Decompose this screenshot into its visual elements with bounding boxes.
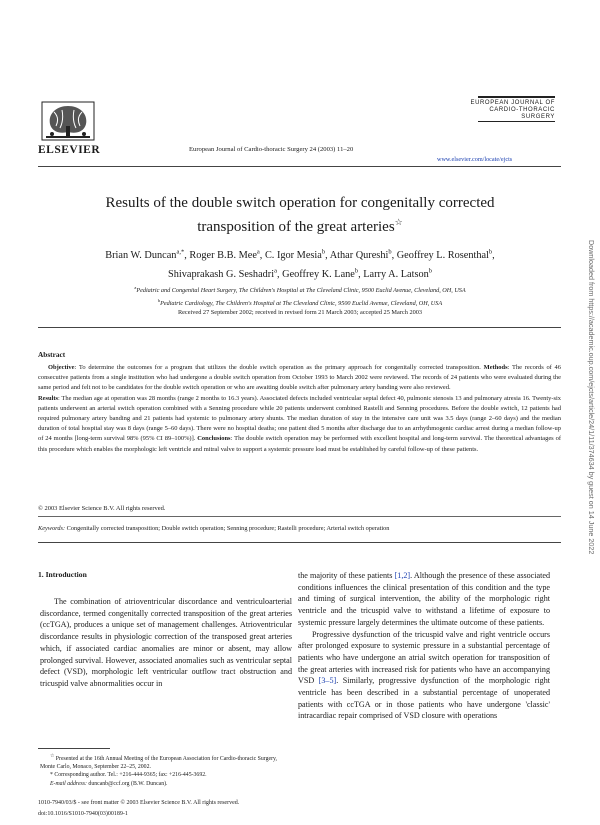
abstract-heading: Abstract (38, 350, 66, 359)
affiliation-a: $^a$Pediatric and Congenital Heart Surgery, The Children's Hospital at The Cleveland Clinic, 9500 Euclid Avenue, Cleveland, OH, USA (134, 285, 466, 295)
author: Brian W. Duncan$^{a,*}$, (105, 249, 190, 262)
citation-link[interactable]: [3–5] (318, 676, 337, 686)
journal-logo-line: CARDIO-THORACIC (489, 106, 555, 113)
issn-line: 1010-7940/03/$ - see front matter © 2003 Elsevier Science B.V. All rights reserved. (38, 800, 240, 806)
objective-text: : To determine the outcomes for a program that utilizes the double switch operation as the primary approach for congenitally corrected transposition. (74, 364, 484, 371)
received-dates: Received 27 September 2002; received in revised form 21 March 2003; accepted 25 March 2003 (177, 309, 423, 316)
title-footnote-mark[interactable]: ☆ (394, 217, 403, 227)
footnote (40, 780, 290, 788)
article-title (40, 194, 560, 237)
logo-bar (478, 121, 555, 123)
abstract-copyright: © 2003 Elsevier Science B.V. All rights reserved. (38, 505, 166, 512)
section-heading: 1. Introduction (38, 570, 87, 579)
methods-label: Methods (483, 364, 508, 371)
journal-citation: European Journal of Cardio-thoracic Surgery 24 (2003) 11–20 (189, 146, 354, 153)
footnote: * Corresponding author. Tel.: +216-444-9365; fax: +216-445-3692. (50, 772, 207, 779)
author: Athar Qureshi$^b$, (329, 249, 397, 262)
citation-link[interactable]: [1,2] (394, 571, 411, 580)
author: Roger B.B. Mee$^a$, (189, 249, 265, 262)
journal-logo-line: SURGERY (521, 113, 555, 120)
doi-line: doi:10.1016/S1010-7940(03)00189-1 (38, 811, 128, 817)
keywords (38, 525, 561, 532)
title-line-2: transposition of the great arteries (197, 219, 395, 235)
author: Larry A. Latson$^b$ (363, 267, 432, 280)
author: Shivaprakash G. Seshadri$^a$, (167, 267, 283, 280)
methods-text: : The records of 46 consecutive patients from a single institution who had undergone a double switch operation from October 1993 to March 2002 were reviewed. The records of 24 patients who were evaluated during the same period and felt not to be candidates for the double switch operation or who are awaiting double switch after pulmonary artery banding were also reviewed. (38, 364, 561, 392)
author: Geoffrey K. Lane$^b$, (282, 267, 364, 280)
footnotes (40, 753, 290, 788)
publisher-name: ELSEVIER (38, 144, 101, 156)
objective-label: Objective (48, 364, 75, 371)
author: C. Igor Mesia$^b$, (264, 249, 330, 262)
title-line-1: Results of the double switch operation for congenitally corrected (105, 195, 495, 211)
tree-icon (38, 98, 98, 144)
journal-logo-line: EUROPEAN JOURNAL OF (470, 99, 555, 106)
keywords-list: Congenitally corrected transposition; Double switch operation; Senning procedure; Rastelli procedure; Arterial switch operation (66, 525, 390, 532)
logo-bar (478, 96, 555, 98)
abstract-body (38, 363, 561, 455)
author-list (40, 245, 560, 282)
body-paragraph: Progressive dysfunction of the tricuspid valve and right ventricle occurs after prolonged exposure to systemic pressure in a substantial percentage of patients who have undergone an atrial switch operation for transposition of the great arteries with increased risk for patients who have an accompanying VSD [3–5]. Similarly, progressive dysfunction of the morphologic right ventricle has been described in a substantial percentage of unoperated patients with ccTGA or in those patients who have undergone 'classic' intracardiac repair comprised of VSD closure with operations (298, 629, 550, 721)
keywords-divider (38, 516, 561, 517)
download-watermark (584, 240, 599, 780)
footnote-divider (38, 748, 110, 749)
body-paragraph: The combination of atrioventricular discordance and ventriculoarterial discordance, termed congenitally corrected transposition of the great arteries (ccTGA), produces a unique set of management challenges. Atrioventricular discordance results in physiologic correction of the transposed great arteries which, if associated cardiac anomalies are minor or absent, may allow prolonged survival. However, associated anomalies such as ventricular septal defect (VSD), morphologic left ventricular outflow tract obstruction and tricuspid valve abnormalities occur in (40, 597, 292, 688)
journal-url-link[interactable]: www.elsevier.com/locate/ejcts (437, 156, 513, 163)
affiliations (40, 283, 560, 309)
body-paragraph: the majority of these patients [1,2]. Although the presence of these associated conditions influences the clinical presentation of this condition and the type and timing of surgical intervention, the ability of the morphologic right ventricle and the tricuspid valve to withstand a lifetime of exposure to systemic pressure largely determines the ultimate outcome of these patients. (298, 571, 550, 627)
results-label: Results (38, 394, 59, 402)
conclusions-label: Conclusions (197, 435, 231, 443)
abstract-divider (38, 542, 561, 543)
column-right (298, 570, 550, 722)
watermark-text: Downloaded from https://academic.oup.com/ejcts/article/24/1/11/374634 by guest on 14 June 2022 (587, 240, 596, 555)
abstract-paragraph (38, 394, 561, 455)
abstract-paragraph (38, 363, 561, 394)
email-address[interactable]: duncanb@ccf.org (B.W. Duncan). (86, 780, 168, 787)
author: Geoffrey L. Rosenthal$^b$, (396, 249, 495, 262)
journal-logo (445, 96, 555, 124)
column-left (40, 596, 292, 690)
footnote: ☆ Presented at the 16th Annual Meeting of the European Association for Cardio-thoracic Surgery, Monte Carlo, Monaco, September 22–25, 2002. (40, 754, 277, 771)
conclusions-text: : The double switch operation may be performed with excellent hospital and long-term survival. The theoretical advantages of this procedure which enables the morphologic left ventricle and mitral valve to support a systemic pressure load must be established by careful follow-up of these patients. (38, 435, 561, 453)
title-divider (38, 327, 561, 328)
results-text: : The median age at operation was 28 months (range 2 months to 16.3 years). Associated defects included ventricular septal defect 40, pulmonic stenosis 13 and pulmonary atresia 16. Twenty-six patients underwent an arterial switch operation combined with a Senning procedure while 20 patients underwent combined Rastelli and Senning procedures. Before the double switch, 12 patients had required pulmonary artery banding and 21 patients had systemic to pulmonary artery shunts. The median duration of stay in the intensive care unit was 3.5 days (range 2–60 days) and the median duration of total hospital stay was 8 days (range 5–60 days). There were no hospital deaths; one patient died 5 months after discharge due to an arrhythmogenic cardiac arrest during a median follow-up of 24 months [long-term survival 98% (95% CI 89–100%)]. (38, 394, 561, 443)
affiliation-b: $^b$Pediatric Cardiology, The Children's Hospital at The Cleveland Clinic, 9500 Euclid Avenue, Cleveland, OH, USA (157, 298, 443, 308)
header-divider (38, 166, 561, 167)
keywords-label: Keywords: (38, 525, 66, 532)
email-label: E-mail address: (50, 780, 87, 787)
